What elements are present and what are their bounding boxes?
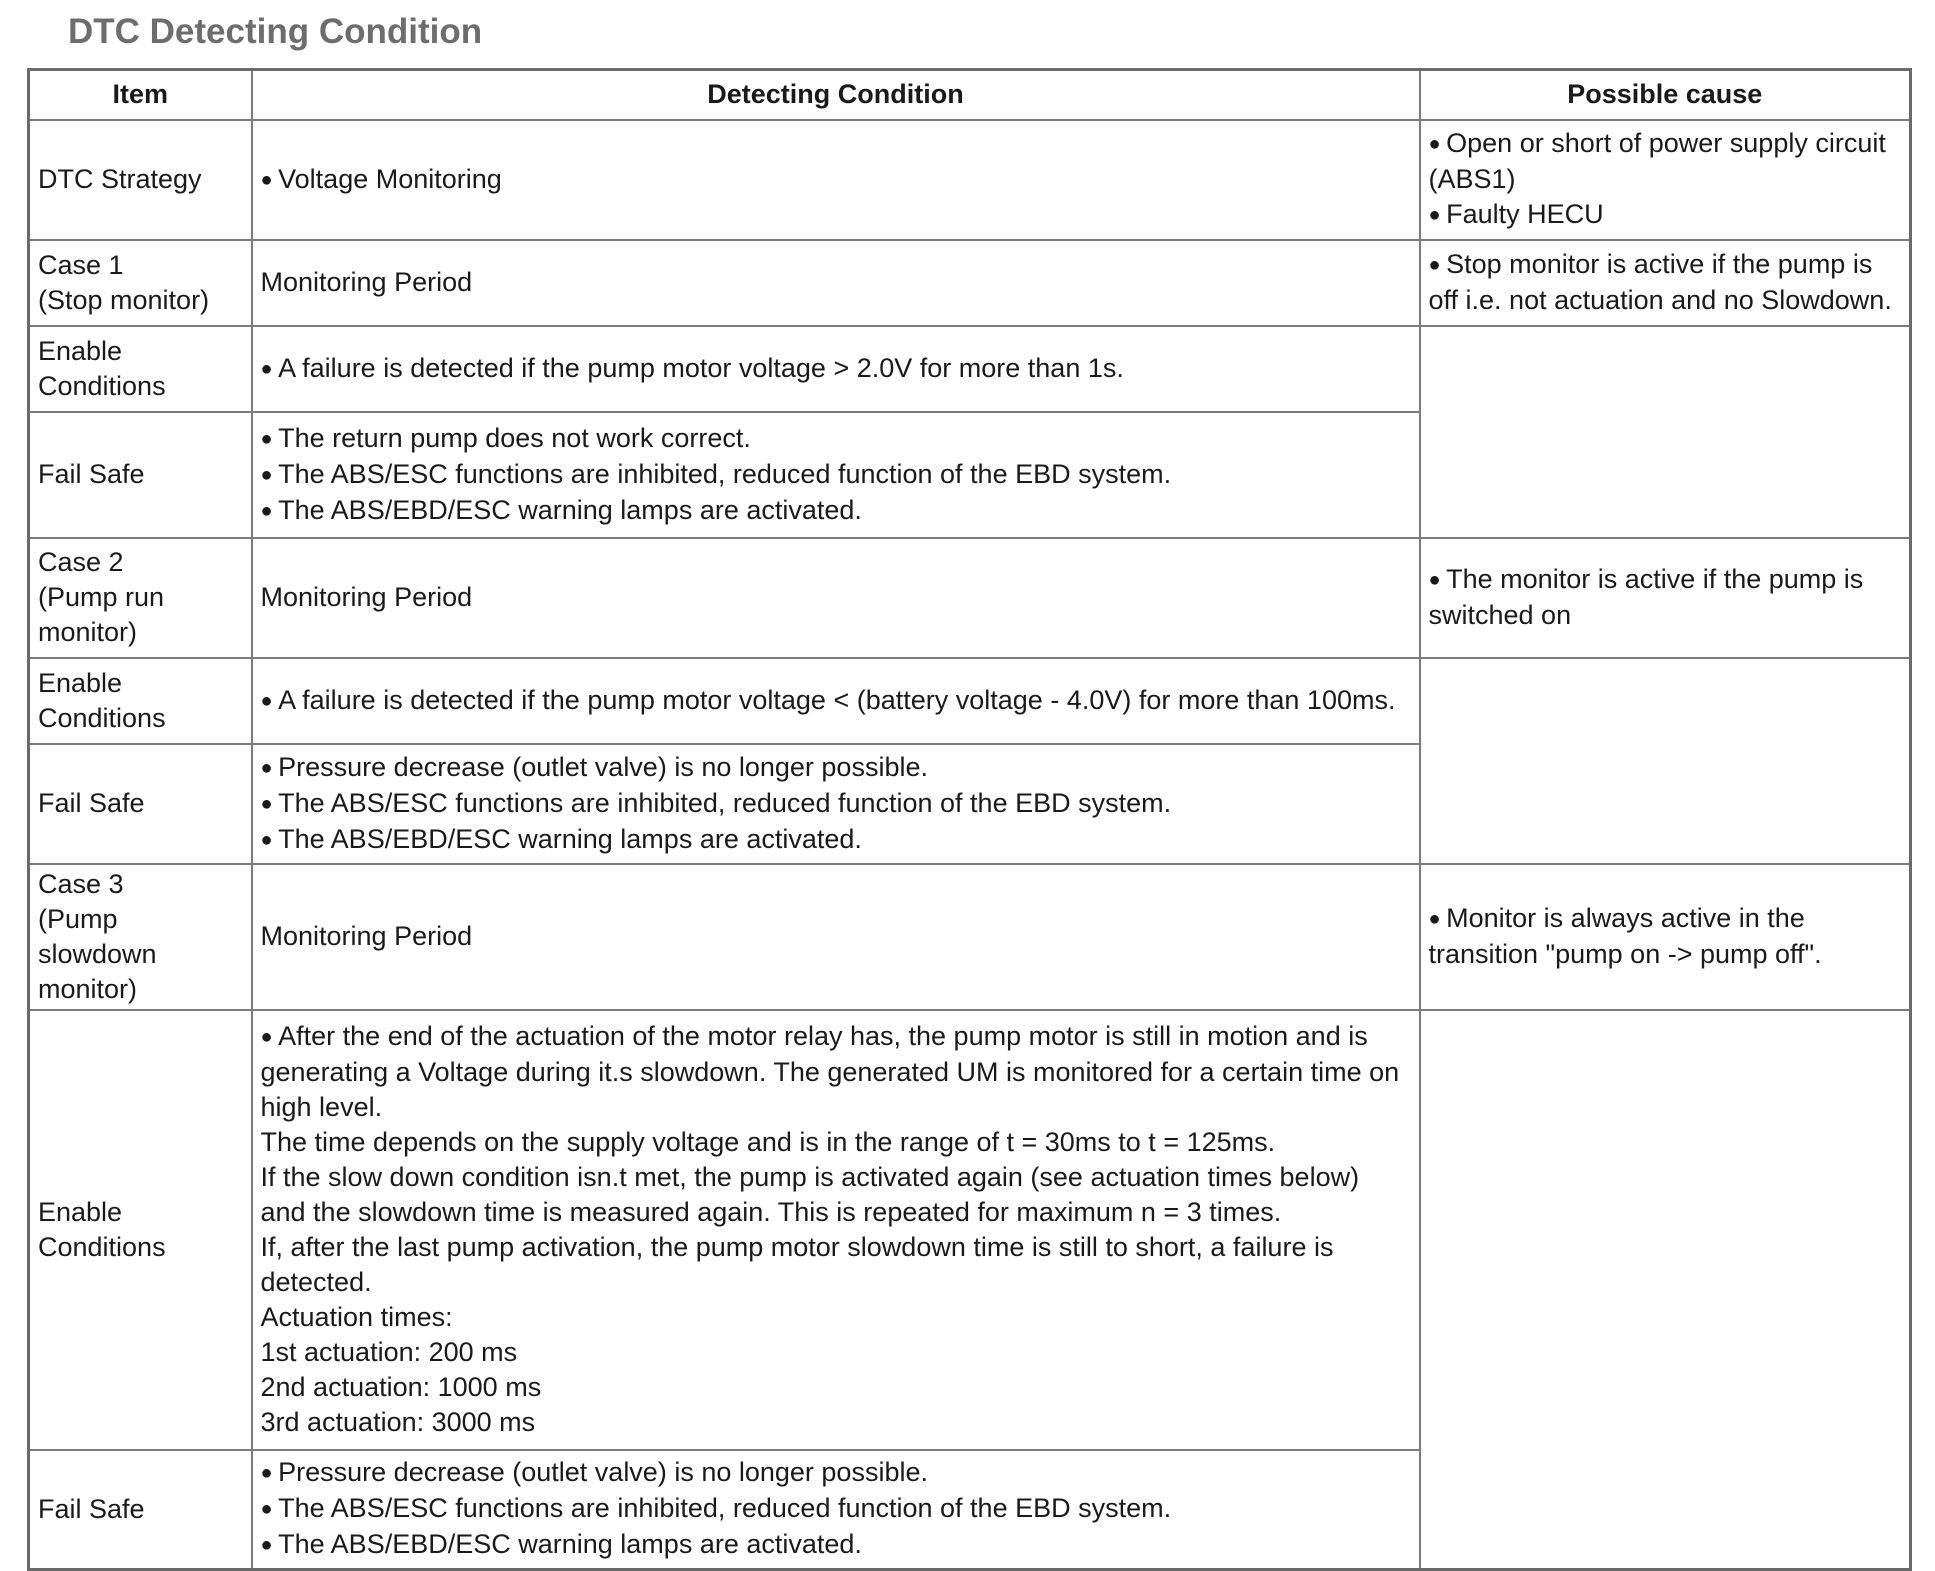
row-cause-empty	[1420, 1010, 1911, 1570]
table-row	[29, 658, 1911, 744]
row-condition: ● Voltage Monitoring	[252, 120, 1420, 240]
row-condition: ● A failure is detected if the pump motor voltage < (battery voltage - 4.0V) for more than 100ms.	[252, 658, 1420, 744]
row-condition: Monitoring Period	[252, 864, 1420, 1010]
row-item: Enable Conditions	[29, 1010, 252, 1450]
table-row	[29, 326, 1911, 412]
row-item: DTC Strategy	[29, 120, 252, 240]
table-row	[29, 538, 1911, 658]
row-condition: ● A failure is detected if the pump motor voltage > 2.0V for more than 1s.	[252, 326, 1420, 412]
row-cause: ● The monitor is active if the pump is switched on	[1420, 538, 1911, 658]
row-condition: ● After the end of the actuation of the motor relay has, the pump motor is still in motion and is generating a Voltage during it.s slowdown. The generated UM is monitored for a certain time on high level. The time depends on the supply voltage and is in the range of t = 30ms to t = 125ms. If the slow down condition isn.t met, the pump is activated again (see actuation times below) and the slowdown time is measured again. This is repeated for maximum n = 3 times. If, after the last pump activation, the pump motor slowdown time is still to short, a failure is detected. Actuation times: 1st actuation: 200 ms 2nd actuation: 1000 ms 3rd actuation: 3000 ms	[252, 1010, 1420, 1450]
row-cause: ● Open or short of power supply circuit (ABS1) ● Faulty HECU	[1420, 120, 1911, 240]
table-row	[29, 120, 1911, 240]
row-condition: ● The return pump does not work correct. ● The ABS/ESC functions are inhibited, reduced function of the EBD system. ● The ABS/EBD/ESC warning lamps are activated.	[252, 412, 1420, 538]
row-item: Fail Safe	[29, 1450, 252, 1570]
row-condition: Monitoring Period	[252, 240, 1420, 326]
row-cause: ● Stop monitor is active if the pump is off i.e. not actuation and no Slowdown.	[1420, 240, 1911, 326]
row-item: Fail Safe	[29, 744, 252, 864]
table-row	[29, 864, 1911, 1010]
row-cause: ● Monitor is always active in the transition "pump on -> pump off".	[1420, 864, 1911, 1010]
row-condition: Monitoring Period	[252, 538, 1420, 658]
row-item: Enable Conditions	[29, 658, 252, 744]
header-item: Item	[29, 70, 252, 120]
header-condition: Detecting Condition	[252, 70, 1420, 120]
table-row	[29, 1010, 1911, 1450]
row-condition: ● Pressure decrease (outlet valve) is no longer possible. ● The ABS/ESC functions are inhibited, reduced function of the EBD system. ● The ABS/EBD/ESC warning lamps are activated.	[252, 1450, 1420, 1570]
table-header-row	[29, 70, 1911, 120]
row-condition: ● Pressure decrease (outlet valve) is no longer possible. ● The ABS/ESC functions are inhibited, reduced function of the EBD system. ● The ABS/EBD/ESC warning lamps are activated.	[252, 744, 1420, 864]
row-cause-empty	[1420, 326, 1911, 538]
row-item: Fail Safe	[29, 412, 252, 538]
row-item: Enable Conditions	[29, 326, 252, 412]
row-cause-empty	[1420, 658, 1911, 864]
row-item: Case 3 (Pump slowdown monitor)	[29, 864, 252, 1010]
row-item: Case 1 (Stop monitor)	[29, 240, 252, 326]
table-row	[29, 240, 1911, 326]
dtc-table	[27, 68, 1912, 1571]
row-item: Case 2 (Pump run monitor)	[29, 538, 252, 658]
page-title: DTC Detecting Condition	[68, 12, 483, 51]
header-cause: Possible cause	[1420, 70, 1911, 120]
